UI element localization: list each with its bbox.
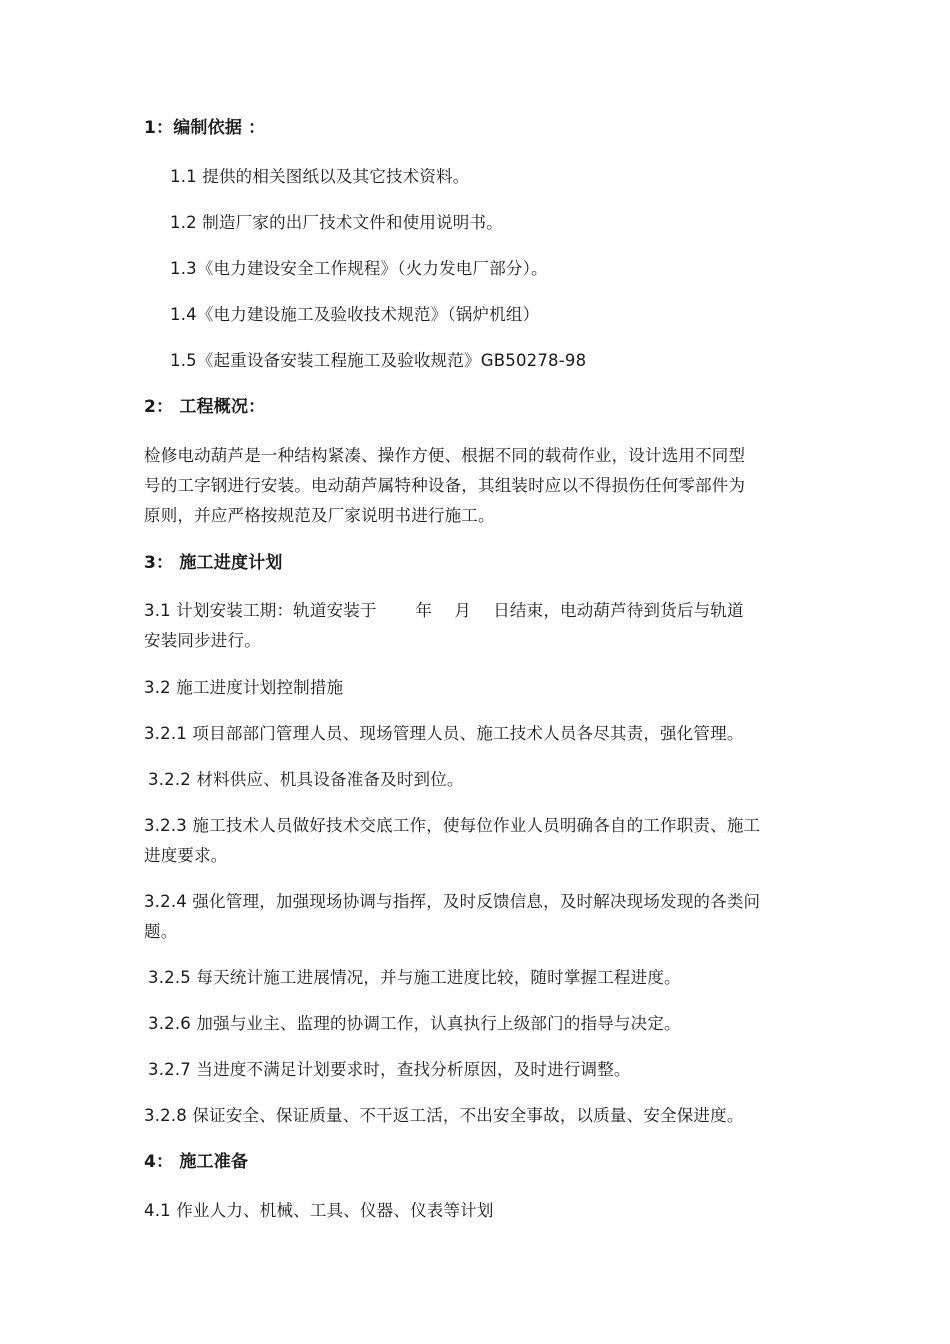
item-3-2-5: 3.2.5 每天统计施工进展情况，并与施工进度比较，随时掌握工程进度。	[148, 968, 681, 987]
item-3-2-1: 3.2.1 项目部部门管理人员、现场管理人员、施工技术人员各尽其责，强化管理。	[144, 724, 744, 743]
item-3-2-3-line-2: 进度要求。	[144, 846, 228, 865]
item-4-1: 4.1 作业人力、机械、工具、仪器、仪表等计划	[144, 1201, 494, 1220]
section-4-heading: 4： 施工准备	[144, 1152, 249, 1172]
item-3-2-3-line-1: 3.2.3 施工技术人员做好技术交底工作，使每位作业人员明确各自的工作职责、施工	[144, 816, 761, 835]
item-3-2-8: 3.2.8 保证安全、保证质量、不干返工活，不出安全事故，以质量、安全保进度。	[144, 1106, 744, 1125]
section-1-item-5: 1.5《起重设备安装工程施工及验收规范》GB50278-98	[170, 351, 587, 370]
item-3-1-line-1: 3.1 计划安装工期：轨道安装于 年 月 日结束，电动葫芦待到货后与轨道	[144, 601, 744, 620]
section-1-item-1: 1.1 提供的相关图纸以及其它技术资料。	[170, 167, 470, 186]
item-3-1-line-2: 安装同步进行。	[144, 631, 261, 650]
item-3-2: 3.2 施工进度计划控制措施	[144, 678, 344, 697]
item-3-2-7: 3.2.7 当进度不满足计划要求时，查找分析原因，及时进行调整。	[148, 1060, 631, 1079]
item-3-2-4-line-1: 3.2.4 强化管理，加强现场协调与指挥，及时反馈信息，及时解决现场发现的各类问	[144, 892, 761, 911]
section-1-item-4: 1.4《电力建设施工及验收技术规范》（锅炉机组）	[170, 305, 540, 324]
section-2-paragraph-line-2: 号的工字钢进行安装。电动葫芦属特种设备，其组装时应以不得损伤任何零部件为	[144, 476, 746, 495]
item-3-2-2: 3.2.2 材料供应、机具设备准备及时到位。	[148, 770, 464, 789]
section-2-heading: 2： 工程概况：	[144, 397, 266, 417]
section-1-item-3: 1.3《电力建设安全工作规程》（火力发电厂部分）。	[170, 259, 548, 278]
section-3-heading: 3： 施工进度计划	[144, 553, 283, 573]
item-3-2-4-line-2: 题。	[144, 922, 178, 941]
section-2-paragraph-line-3: 原则，并应严格按规范及厂家说明书进行施工。	[144, 506, 495, 525]
item-3-2-6: 3.2.6 加强与业主、监理的协调工作，认真执行上级部门的指导与决定。	[148, 1014, 681, 1033]
section-1-item-2: 1.2 制造厂家的出厂技术文件和使用说明书。	[170, 213, 503, 232]
section-1-heading: 1：编制依据 ：	[144, 118, 266, 138]
section-2-paragraph-line-1: 检修电动葫芦是一种结构紧凑、操作方便、根据不同的载荷作业，设计选用不同型	[144, 446, 746, 465]
